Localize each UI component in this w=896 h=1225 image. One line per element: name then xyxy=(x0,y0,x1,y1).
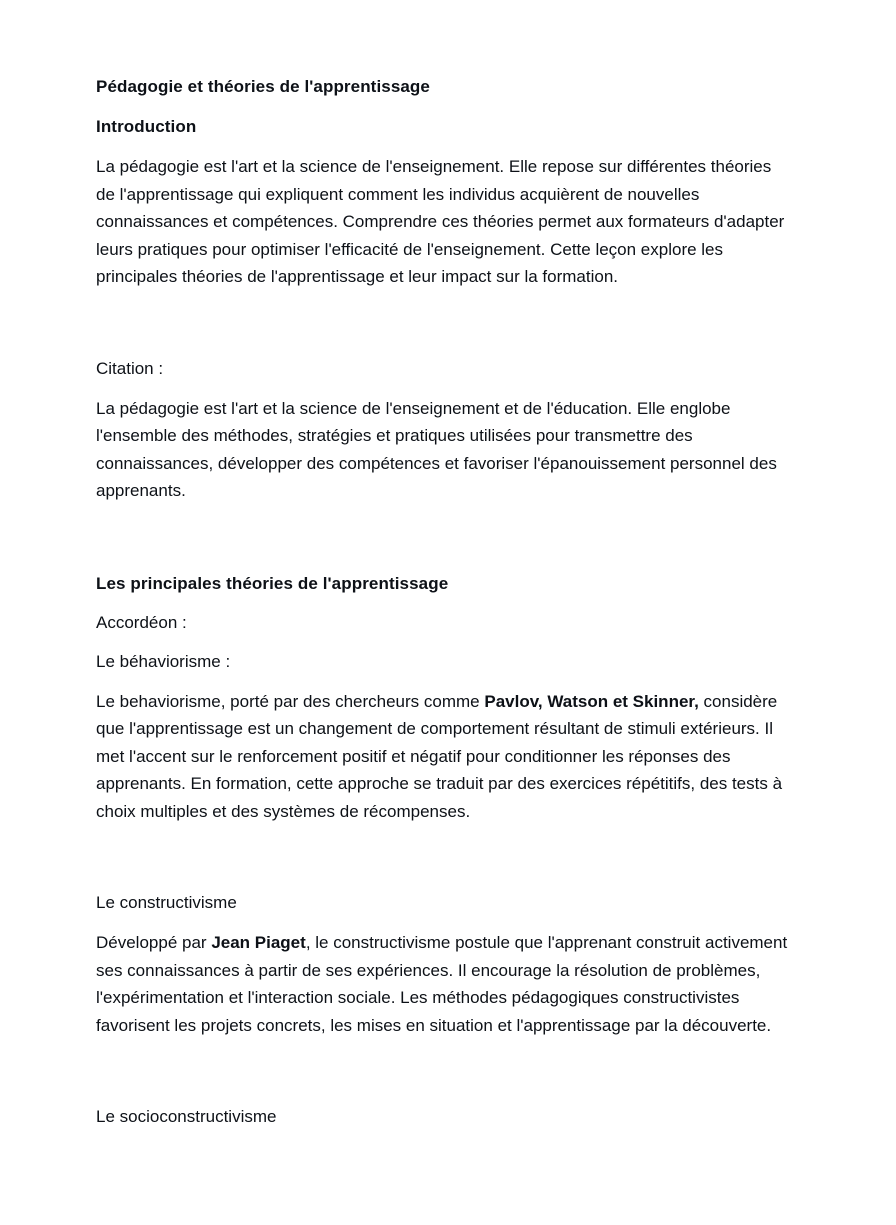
paragraph-behaviorisme xyxy=(96,688,790,826)
text-run: Développé par xyxy=(96,933,212,952)
spacer xyxy=(96,382,790,395)
document-title: Pédagogie et théories de l'apprentissage xyxy=(96,77,430,96)
spacer xyxy=(96,1039,790,1104)
paragraph-introduction: La pédagogie est l'art et la science de l'enseignement. Elle repose sur différentes théories de l'apprentissage qui expliquent comment les individus acquièrent de nouvelles connaissances et compétences. Comprendre ces théories permet aux formateurs d'adapter leurs pratiques pour optimiser l'efficacité de l'enseignement. Cette leçon explore les principales théories de l'apprentissage et leur impact sur la formation. xyxy=(96,157,785,286)
text-run-bold: Jean Piaget xyxy=(211,933,306,952)
spacer xyxy=(96,636,790,649)
label-constructivisme[interactable]: Le constructivisme xyxy=(96,893,237,912)
spacer xyxy=(96,916,790,929)
text-run: Le behaviorisme, porté par des chercheurs comme xyxy=(96,691,485,711)
text-run: considère que l'apprentissage est un changement de comportement résultant de stimuli extérieurs. Il met l'accent sur le renforcement positif et négatif pour conditionner les réponses des apprenants. En formation, cette approche se traduit par des exercices répétitifs, des tests à choix multiples et des systèmes de récompenses. xyxy=(96,691,783,821)
paragraph-constructivisme xyxy=(96,929,790,1039)
text-run: , le constructivisme postule que l'apprenant construit activement ses connaissances à partir de ses expériences. Il encourage la résolution de problèmes, l'expérimentation et l'interaction sociale. Les méthodes pédagogiques constructivistes favorisent les projets concrets, les mises en situation et l'apprentissage par la découverte. xyxy=(96,933,788,1035)
paragraph-citation: La pédagogie est l'art et la science de l'enseignement et de l'éducation. Elle englobe l'ensemble des méthodes, stratégies et pratiques utilisées pour transmettre des connaissances, développer des compétences et favoriser l'épanouissement personnel des apprenants. xyxy=(96,398,777,500)
spacer xyxy=(96,291,790,356)
heading-theories: Les principales théories de l'apprentissage xyxy=(96,573,449,593)
document-body xyxy=(96,74,790,1130)
heading-introduction: Introduction xyxy=(96,117,197,136)
label-accordion: Accordéon : xyxy=(96,612,187,632)
spacer xyxy=(96,505,790,571)
text-run-bold: Pavlov, Watson et Skinner, xyxy=(484,691,699,711)
label-citation: Citation : xyxy=(96,358,164,378)
spacer xyxy=(96,597,790,610)
spacer xyxy=(96,140,790,153)
label-socioconstructivisme[interactable]: Le socioconstructivisme xyxy=(96,1107,277,1126)
spacer xyxy=(96,675,790,688)
spacer xyxy=(96,825,790,890)
spacer xyxy=(96,100,790,114)
label-behaviorisme[interactable]: Le béhaviorisme : xyxy=(96,651,231,671)
